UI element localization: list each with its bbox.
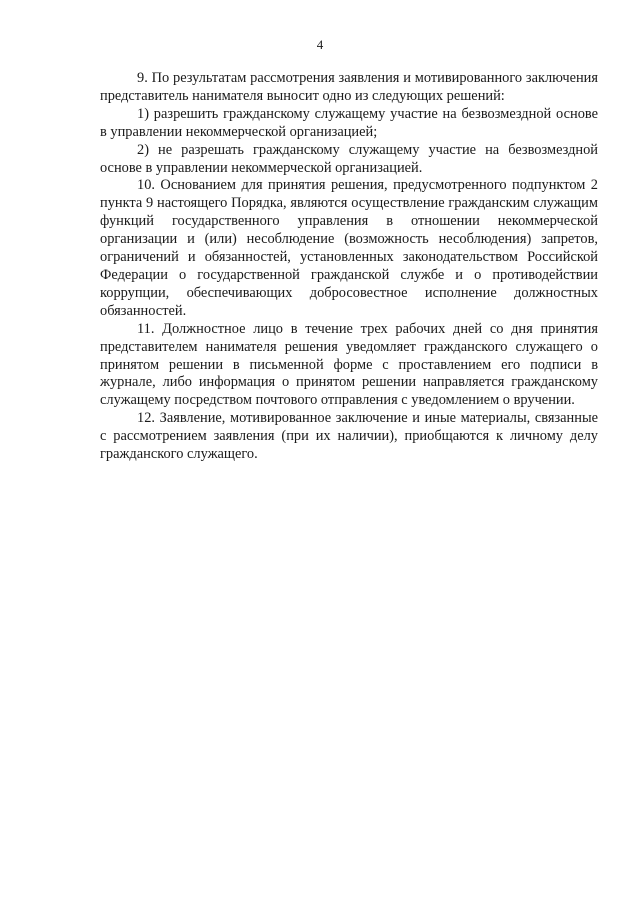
document-body (100, 70, 598, 464)
page-number: 4 (316, 37, 324, 52)
paragraph-10: 10. Основанием для принятия решения, предусмотренного подпунктом 2 пункта 9 настоящего Порядка, являются осуществление гражданским служащим функций государственного управления в отношении некоммерческой организации и (или) несоблюдение (возможность несоблюдения) запретов, ограничений и обязанностей, установленных законодательством Российской Федерации о государственной гражданской службе и о противодействии коррупции, обеспечивающих добросовестное исполнение должностных обязанностей. (100, 177, 598, 319)
paragraph-9-item-2: 2) не разрешать гражданскому служащему участие на безвозмездной основе в управлении некоммерческой организацией. (100, 141, 598, 176)
paragraph-12: 12. Заявление, мотивированное заключение и иные материалы, связанные с рассмотрением заявления (при их наличии), приобщаются к личному делу гражданского служащего. (100, 410, 598, 463)
paragraph-9-item-1: 1) разрешить гражданскому служащему участие на безвозмездной основе в управлении некоммерческой организацией; (100, 105, 598, 140)
paragraph-11: 11. Должностное лицо в течение трех рабочих дней со дня принятия представителем нанимателя решения уведомляет гражданского служащего о принятом решении в письменной форме с проставлением его подписи в журнале, либо информация о принятом решении направляется гражданскому служащему посредством почтового отправления с уведомлением о вручении. (100, 320, 598, 409)
paragraph-9: 9. По результатам рассмотрения заявления и мотивированного заключения представитель нанимателя выносит одно из следующих решений: (100, 70, 598, 104)
